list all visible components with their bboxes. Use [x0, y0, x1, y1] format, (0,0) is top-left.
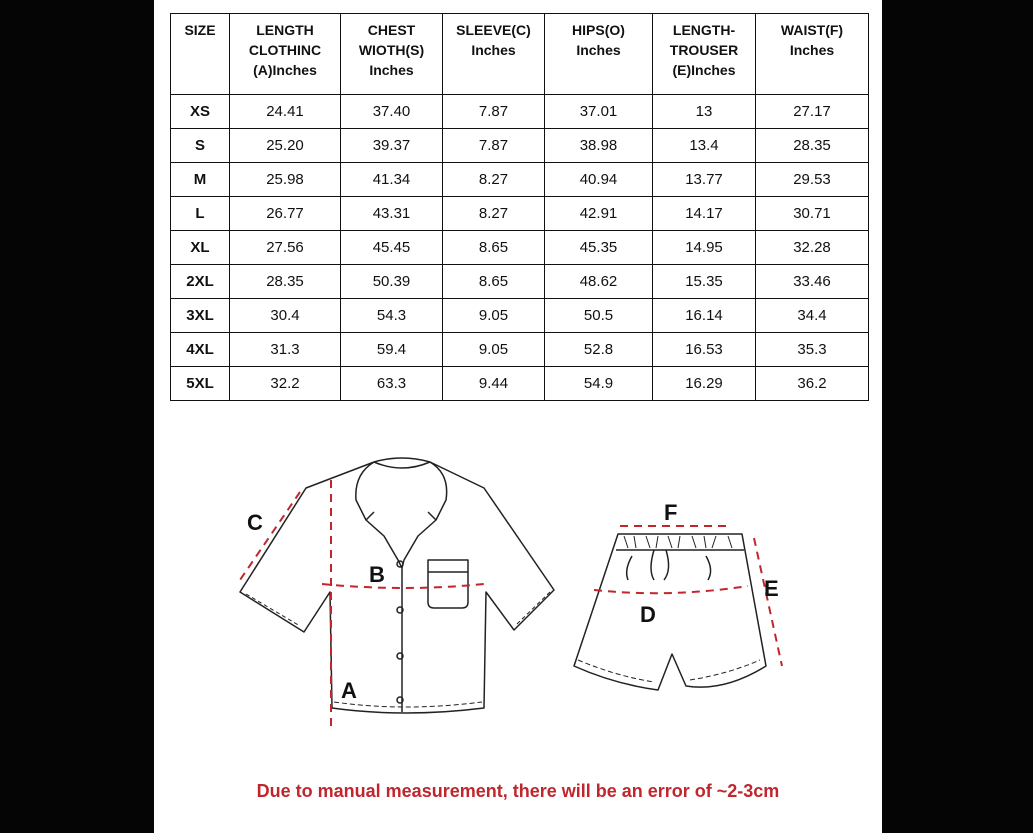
column-header: [443, 14, 545, 95]
measurement-cell: 13.4: [653, 129, 756, 163]
column-header-line: CLOTHINC: [248, 42, 322, 58]
measurement-cell: 33.46: [756, 265, 869, 299]
size-cell: S: [171, 129, 230, 163]
measurement-cell: 50.5: [545, 299, 653, 333]
measurement-cell: 16.29: [653, 367, 756, 401]
measurement-cell: 8.65: [443, 265, 545, 299]
measurement-cell: 31.3: [230, 333, 341, 367]
measurement-cell: 9.05: [443, 333, 545, 367]
table-body: [171, 95, 869, 401]
garment-diagram: [154, 440, 882, 740]
measurement-cell: 32.28: [756, 231, 869, 265]
measure-line-c: [240, 492, 300, 580]
measurement-cell: 59.4: [341, 333, 443, 367]
size-cell: M: [171, 163, 230, 197]
measurement-cell: 30.71: [756, 197, 869, 231]
header-row: [171, 14, 869, 95]
size-table: [170, 13, 869, 401]
measurement-cell: 48.62: [545, 265, 653, 299]
measurement-cell: 24.41: [230, 95, 341, 129]
measurement-cell: 25.98: [230, 163, 341, 197]
measurement-cell: 15.35: [653, 265, 756, 299]
measurement-cell: 32.2: [230, 367, 341, 401]
measurement-cell: 36.2: [756, 367, 869, 401]
table-row: [171, 265, 869, 299]
column-header-line: SLEEVE(C): [456, 22, 531, 38]
column-header: [756, 14, 869, 95]
measurement-cell: 8.27: [443, 163, 545, 197]
table-row: [171, 299, 869, 333]
column-header-line: Inches: [471, 42, 516, 58]
measurement-cell: 54.9: [545, 367, 653, 401]
column-header-line: CHEST: [367, 22, 416, 38]
measurement-cell: 16.14: [653, 299, 756, 333]
table-row: [171, 163, 869, 197]
column-header: [230, 14, 341, 95]
measure-line-d: [594, 586, 748, 593]
measurement-cell: 13.77: [653, 163, 756, 197]
shorts-drawing: [574, 534, 766, 690]
column-header-line: HIPS(O): [572, 22, 625, 38]
size-chart-sheet: [154, 0, 882, 833]
label-d: D: [640, 602, 656, 627]
measurement-cell: 41.34: [341, 163, 443, 197]
size-cell: L: [171, 197, 230, 231]
label-c: C: [247, 510, 263, 535]
measurement-cell: 14.95: [653, 231, 756, 265]
measurement-cell: 45.45: [341, 231, 443, 265]
column-header: [545, 14, 653, 95]
measurement-cell: 50.39: [341, 265, 443, 299]
size-cell: 2XL: [171, 265, 230, 299]
measurement-cell: 9.44: [443, 367, 545, 401]
column-header: [653, 14, 756, 95]
measurement-cell: 35.3: [756, 333, 869, 367]
column-header-line: SIZE: [184, 22, 216, 38]
measurement-cell: 45.35: [545, 231, 653, 265]
measurement-cell: 27.56: [230, 231, 341, 265]
shirt-measurements: [240, 480, 484, 728]
column-header-line: Inches: [789, 42, 835, 58]
measurement-cell: 39.37: [341, 129, 443, 163]
label-e: E: [764, 576, 779, 601]
measurement-cell: 8.65: [443, 231, 545, 265]
measurement-cell: 7.87: [443, 95, 545, 129]
table-row: [171, 129, 869, 163]
measurement-cell: 37.40: [341, 95, 443, 129]
measurement-cell: 26.77: [230, 197, 341, 231]
column-header: [341, 14, 443, 95]
shirt-drawing: [240, 458, 554, 713]
label-b: B: [369, 562, 385, 587]
column-header-line: WIOTH(S): [358, 42, 425, 58]
size-cell: XS: [171, 95, 230, 129]
column-header-line: Inches: [369, 62, 414, 78]
measurement-cell: 8.27: [443, 197, 545, 231]
measurement-cell: 13: [653, 95, 756, 129]
column-header-line: LENGTH: [256, 22, 314, 38]
measure-line-e: [754, 538, 782, 666]
measurement-cell: 63.3: [341, 367, 443, 401]
measurement-cell: 29.53: [756, 163, 869, 197]
size-cell: 5XL: [171, 367, 230, 401]
size-cell: 3XL: [171, 299, 230, 333]
measurement-cell: 27.17: [756, 95, 869, 129]
column-header-line: Inches: [576, 42, 621, 58]
measurement-cell: 54.3: [341, 299, 443, 333]
measurement-cell: 7.87: [443, 129, 545, 163]
measurement-cell: 28.35: [756, 129, 869, 163]
measurement-cell: 42.91: [545, 197, 653, 231]
measurement-cell: 25.20: [230, 129, 341, 163]
column-header: [171, 14, 230, 95]
measurement-cell: 38.98: [545, 129, 653, 163]
size-cell: XL: [171, 231, 230, 265]
table-row: [171, 197, 869, 231]
column-header-line: WAIST(F): [780, 22, 844, 38]
measurement-cell: 28.35: [230, 265, 341, 299]
table-row: [171, 333, 869, 367]
label-f: F: [664, 500, 678, 525]
measurement-cell: 9.05: [443, 299, 545, 333]
measure-line-b: [322, 584, 484, 588]
column-header-line: (E)Inches: [672, 62, 736, 78]
table-row: [171, 95, 869, 129]
table-header: [171, 14, 869, 95]
measurement-note: Due to manual measurement, there will be an error of ~2-3cm: [256, 781, 780, 801]
measurement-cell: 30.4: [230, 299, 341, 333]
size-cell: 4XL: [171, 333, 230, 367]
measurement-cell: 14.17: [653, 197, 756, 231]
table-row: [171, 367, 869, 401]
measurement-cell: 37.01: [545, 95, 653, 129]
measurement-cell: 43.31: [341, 197, 443, 231]
column-header-line: (A)Inches: [253, 62, 317, 78]
label-a: A: [341, 678, 357, 703]
measurement-cell: 52.8: [545, 333, 653, 367]
measurement-cell: 40.94: [545, 163, 653, 197]
column-header-line: LENGTH-: [672, 22, 736, 38]
measurement-cell: 34.4: [756, 299, 869, 333]
column-header-line: TROUSER: [669, 42, 739, 58]
measurement-cell: 16.53: [653, 333, 756, 367]
table-row: [171, 231, 869, 265]
